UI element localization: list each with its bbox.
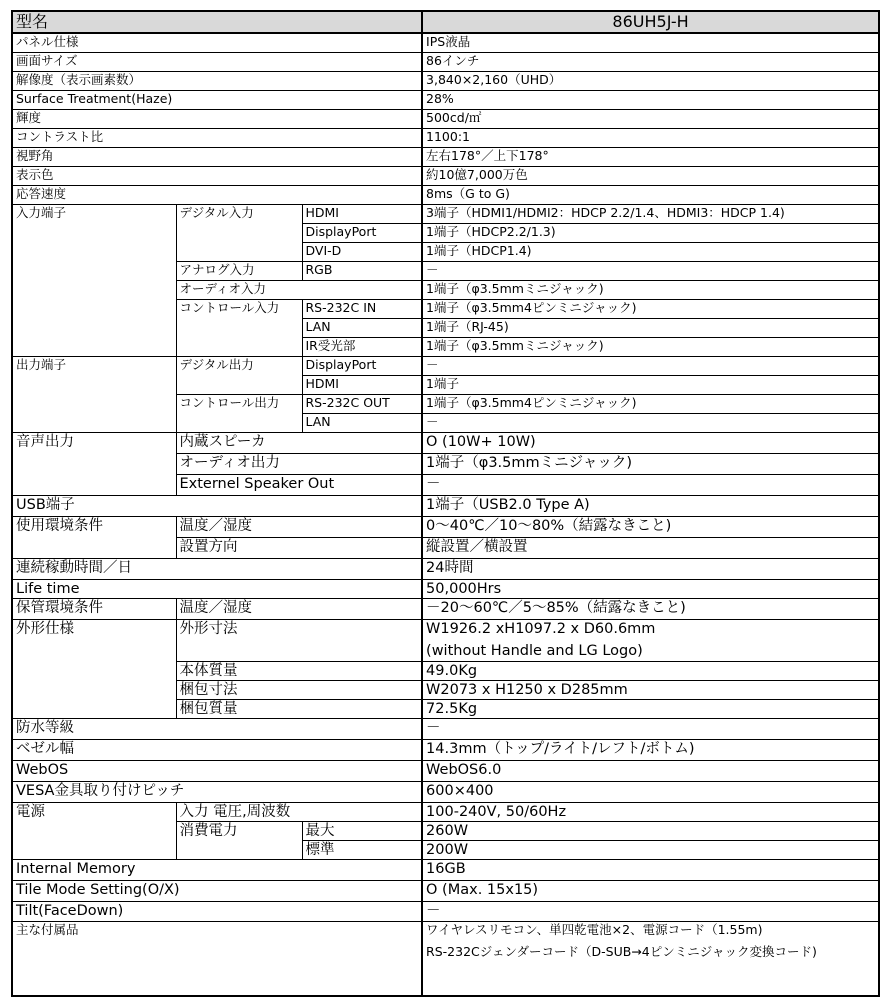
row-value: 1端子（USB2.0 Type A) [422,495,879,516]
row-value: 1端子（RJ-45) [422,318,879,337]
row-value: 1端子（φ3.5mmミニジャック) [422,280,879,299]
row-value: － [422,261,879,280]
row-value: 500cd/㎡ [422,109,879,128]
header-row [12,11,879,33]
row-label: 視野角 [12,147,422,166]
row-value: 1端子（HDCP1.4) [422,242,879,261]
table-row [12,128,879,147]
row-value: IPS液晶 [422,33,879,52]
row-value: 1端子 [422,375,879,394]
table-row [12,147,879,166]
sub-label: デジタル出力 [176,356,302,394]
row-label: 画面サイズ [12,52,422,71]
group-label: 使用環境条件 [12,516,176,558]
row-label: 連続稼動時間／日 [12,558,422,579]
row-value: 1端子（φ3.5mm4ピンミニジャック) [422,299,879,318]
table-row [12,516,879,537]
table-row [12,598,879,619]
table-row [12,90,879,109]
table-row [12,881,879,902]
dim-line-1: W1926.2 xH1097.2 x D60.6mm [426,620,656,637]
row-value: 0～40℃／10～80%（結露なきこと) [422,516,879,537]
row-value: 8ms（G to G) [422,185,879,204]
row-label: Life time [12,579,422,598]
sub-label: デジタル入力 [176,204,302,261]
row-value: 86インチ [422,52,879,71]
sub-label: 梱包寸法 [176,680,422,699]
table-row [12,860,879,881]
port-label: LAN [302,318,422,337]
row-label: Tilt(FaceDown) [12,902,422,922]
row-value: 約10億7,000万色 [422,166,879,185]
row-label: 防水等級 [12,719,422,740]
group-label: 出力端子 [12,356,176,432]
row-label: Surface Treatment(Haze) [12,90,422,109]
sub-label: 消費電力 [176,822,302,860]
row-label: Tile Mode Setting(O/X) [12,881,422,902]
table-row [12,761,879,782]
table-row [12,33,879,52]
port-label: IR受光部 [302,337,422,356]
row-label: 表示色 [12,166,422,185]
row-value [422,922,879,996]
sub-label: 梱包質量 [176,699,422,718]
header-label: 型名 [12,11,422,33]
port-label: HDMI [302,204,422,223]
row-value: －20～60℃／5～85%（結露なきこと) [422,598,879,619]
port-label: DisplayPort [302,356,422,375]
accessory-line-2: RS-232Cジェンダーコード（D-SUB→4ピンミニジャック変換コード) [426,944,817,959]
row-label: Internal Memory [12,860,422,881]
row-value: 28% [422,90,879,109]
row-value: － [422,719,879,740]
port-label: DisplayPort [302,223,422,242]
group-label: 外形仕様 [12,619,176,718]
row-label: パネル仕様 [12,33,422,52]
row-value: 1端子（φ3.5mm4ピンミニジャック) [422,394,879,413]
row-value: 72.5Kg [422,699,879,718]
sub-label: Externel Speaker Out [176,474,422,495]
row-value: 100-240V, 50/60Hz [422,803,879,822]
row-label: 解像度（表示画素数） [12,71,422,90]
port-label: DVI-D [302,242,422,261]
table-row [12,740,879,761]
row-value: 1端子（φ3.5mmミニジャック) [422,453,879,474]
table-row [12,432,879,453]
dim-line-2: (without Handle and LG Logo) [426,642,643,659]
row-value: 50,000Hrs [422,579,879,598]
row-value: 49.0Kg [422,661,879,680]
table-row [12,166,879,185]
row-value: 600×400 [422,782,879,803]
table-row [12,71,879,90]
port-label: HDMI [302,375,422,394]
row-value: － [422,356,879,375]
table-row [12,719,879,740]
model-name: 86UH5J-H [422,11,879,33]
table-row [12,619,879,661]
table-row [12,204,879,223]
spec-table [11,10,880,997]
sub-label: 温度／湿度 [176,598,422,619]
accessory-line-1: ワイヤレスリモコン、単四乾電池×2、電源コード（1.55m) [426,922,763,938]
row-value: 260W [422,822,879,841]
sub-label: オーディオ出力 [176,453,422,474]
sub-label: 入力 電圧,周波数 [176,803,422,822]
table-row [12,356,879,375]
sub-label: 外形寸法 [176,619,422,661]
port-label: RS-232C OUT [302,394,422,413]
sub-label: アナログ入力 [176,261,302,280]
row-label: 輝度 [12,109,422,128]
group-label: 入力端子 [12,204,176,356]
row-label: 主な付属品 [12,922,422,996]
port-label: 最大 [302,822,422,841]
table-row [12,782,879,803]
sub-label: オーディオ入力 [176,280,422,299]
sub-label: コントロール入力 [176,299,302,356]
table-row [12,109,879,128]
row-value: WebOS6.0 [422,761,879,782]
sub-label: 本体質量 [176,661,422,680]
row-value: 14.3mm（トップ/ライト/レフト/ボトム) [422,740,879,761]
table-row [12,558,879,579]
row-value: 左右178°／上下178° [422,147,879,166]
row-label: コントラスト比 [12,128,422,147]
row-label: 応答速度 [12,185,422,204]
row-value: 1端子（φ3.5mmミニジャック) [422,337,879,356]
sub-label: 温度／湿度 [176,516,422,537]
row-value: 1端子（HDCP2.2/1.3) [422,223,879,242]
row-value: 縦設置／横設置 [422,537,879,558]
sub-label: コントロール出力 [176,394,302,432]
row-value: 16GB [422,860,879,881]
sub-label: 設置方向 [176,537,422,558]
row-value: 24時間 [422,558,879,579]
port-label: RS-232C IN [302,299,422,318]
row-value: 3,840×2,160（UHD） [422,71,879,90]
row-label: WebOS [12,761,422,782]
table-row [12,495,879,516]
row-label: 保管環境条件 [12,598,176,619]
row-value: － [422,413,879,432]
row-label: VESA金具取り付けピッチ [12,782,422,803]
group-label: 電源 [12,803,176,860]
row-value: W2073 x H1250 x D285mm [422,680,879,699]
row-value: － [422,902,879,922]
table-row [12,579,879,598]
sub-label: 内蔵スピーカ [176,432,422,453]
row-value: － [422,474,879,495]
group-label: 音声出力 [12,432,176,495]
port-label: RGB [302,261,422,280]
port-label: 標準 [302,841,422,860]
row-value: O (10W+ 10W) [422,432,879,453]
table-row [12,803,879,822]
row-value: 200W [422,841,879,860]
table-row [12,922,879,996]
table-row [12,185,879,204]
row-value: 1100:1 [422,128,879,147]
table-row [12,52,879,71]
row-label: ベゼル幅 [12,740,422,761]
port-label: LAN [302,413,422,432]
row-value: 3端子（HDMI1/HDMI2：HDCP 2.2/1.4、HDMI3：HDCP 1.4) [422,204,879,223]
table-row [12,902,879,922]
row-label: USB端子 [12,495,422,516]
row-value: O (Max. 15x15) [422,881,879,902]
row-value [422,619,879,661]
